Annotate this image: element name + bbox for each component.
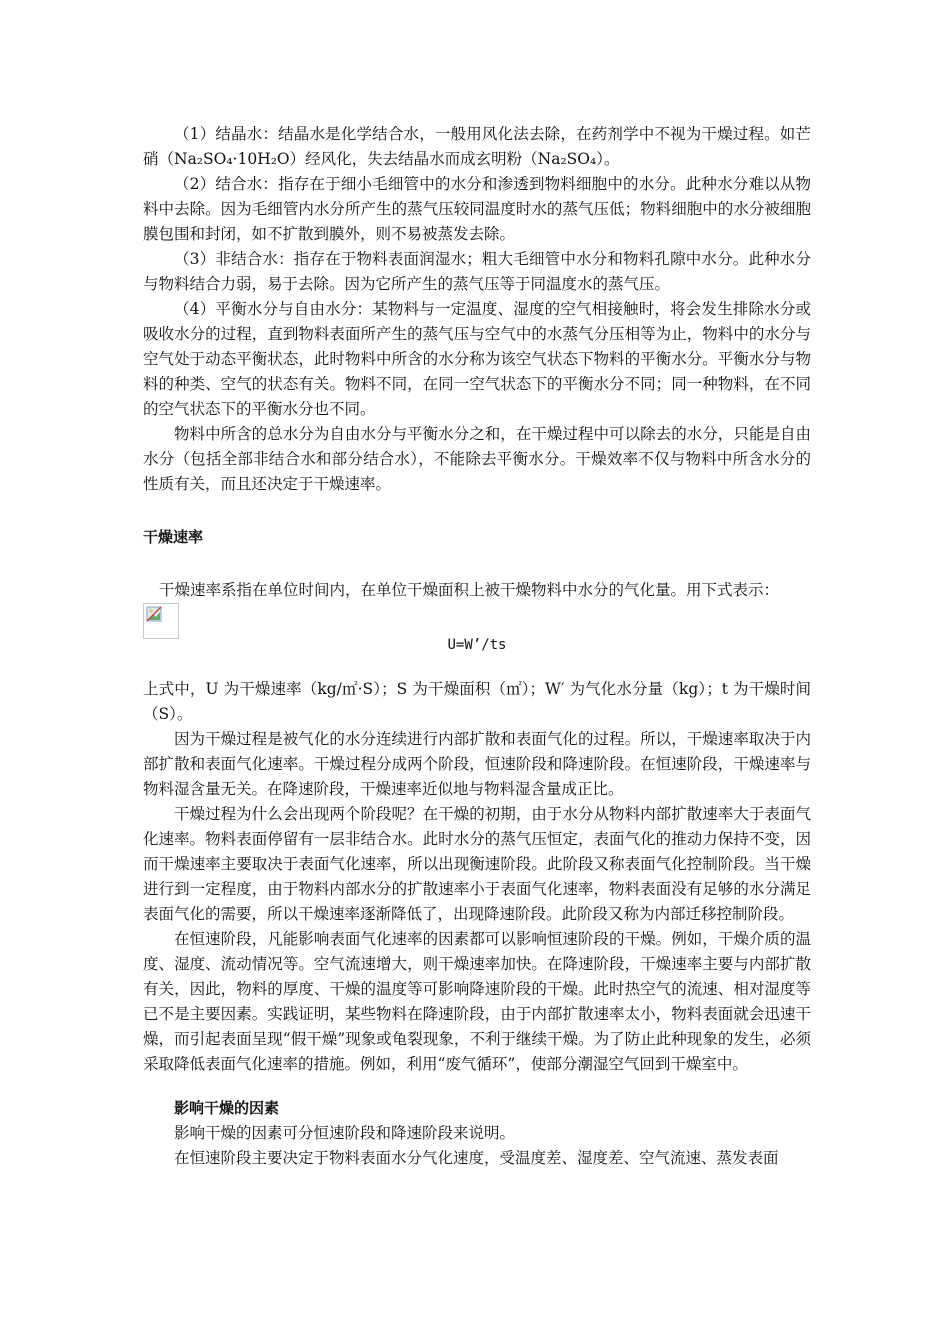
spacer	[143, 658, 811, 677]
paragraph-bound-water: （2）结合水：指存在于细小毛细管中的水分和渗透到物料细胞中的水分。此种水分难以从物料中去除。因为毛细管内水分所产生的蒸气压较同温度时水的蒸气压低；物料细胞中的水分被细胞膜包围和封闭，如不扩散到膜外，则不易被蒸发去除。	[143, 175, 811, 243]
paragraph-crystal-water: （1）结晶水：结晶水是化学结合水，一般用风化法去除，在药剂学中不视为干燥过程。如芒硝（Na₂SO₄·10H₂O）经风化，失去结晶水而成玄明粉（Na₂SO₄）。	[143, 125, 811, 168]
paragraph-constant-rate-stage: 在恒速阶段，凡能影响表面气化速率的因素都可以影响恒速阶段的干燥。例如，干燥介质的温度、湿度、流动情况等。空气流速增大，则干燥速率加快。在降速阶段，干燥速率主要与内部扩散有关，因此，物料的厚度、干燥的温度等可影响降速阶段的干燥。此时热空气的流速、相对湿度等已不是主要因素。实践证明，某些物料在降速阶段，由于内部扩散速率太小，物料表面就会迅速干燥，而引起表面呈现“假干燥”现象或龟裂现象，不利于继续干燥。为了防止此种现象的发生，必须采取降低表面气化速率的措施。例如，利用“废气循环”，使部分潮湿空气回到干燥室中。	[143, 930, 811, 1073]
heading-drying-rate: 干燥速率	[143, 528, 204, 546]
heading-drying-factors: 影响干燥的因素	[174, 1099, 280, 1117]
broken-image-glyph	[145, 605, 177, 637]
paragraph-formula-explanation: 上式中，U 为干燥速率（kg/㎡·S）；S 为干燥面积（㎡）；W′ 为气化水分量（kg）；t 为干燥时间（S）。	[143, 680, 811, 723]
paragraph-two-stages: 干燥过程为什么会出现两个阶段呢？在干燥的初期，由于水分从物料内部扩散速率大于表面气化速率。物料表面停留有一层非结合水。此时水分的蒸气压恒定，表面气化的推动力保持不变，因而干燥速率主要取决于表面气化速率，所以出现衡速阶段。此阶段又称表面气化控制阶段。当干燥进行到一定程度，由于物料内部水分的扩散速率小于表面气化速率，物料表面没有足够的水分满足表面气化的需要，所以干燥速率逐渐降低了，出现降速阶段。此阶段又称为内部迁移控制阶段。	[143, 805, 811, 923]
document-body	[143, 122, 811, 1171]
paragraph-constant-stage-factors: 在恒速阶段主要决定于物料表面水分气化速度，受温度差、湿度差、空气流速、蒸发表面	[174, 1149, 779, 1167]
paragraph-total-water: 物料中所含的总水分为自由水分与平衡水分之和，在干燥过程中可以除去的水分，只能是自由水分（包括全部非结合水和部分结合水），不能除去平衡水分。干燥效率不仅与物料中所含水分的性质有关，而且还决定于干燥速率。	[143, 425, 811, 493]
spacer	[143, 1077, 811, 1096]
paragraph-equilibrium-water: （4）平衡水分与自由水分：某物料与一定温度、湿度的空气相接触时，将会发生排除水分或吸收水分的过程，直到物料表面所产生的蒸气压与空气中的水蒸气分压相等为止，物料中的水分与空气处于动态平衡状态，此时物料中所含的水分称为该空气状态下物料的平衡水分。平衡水分与物料的种类、空气的状态有关。物料不同，在同一空气状态下的平衡水分不同；同一种物料，在不同的空气状态下的平衡水分也不同。	[143, 300, 811, 418]
spacer	[143, 497, 811, 525]
paragraph-drying-rate-intro: 干燥速率系指在单位时间内，在单位干燥面积上被干燥物料中水分的气化量。用下式表示：	[159, 581, 780, 599]
paragraph-unbound-water: （3）非结合水：指存在于物料表面润湿水；粗大毛细管中水分和物料孔隙中水分。此种水分与物料结合力弱，易于去除。因为它所产生的蒸气压等于同温度水的蒸气压。	[143, 250, 811, 293]
broken-image-icon	[143, 603, 179, 639]
paragraph-drying-process: 因为干燥过程是被气化的水分连续进行内部扩散和表面气化的过程。所以，干燥速率取决于内部扩散和表面气化速率。干燥过程分成两个阶段，恒速阶段和降速阶段。在恒速阶段，干燥速率与物料湿含量无关。在降速阶段，干燥速率近似地与物料湿含量成正比。	[143, 730, 811, 798]
formula-drying-rate: U=W’/ts	[447, 637, 507, 653]
spacer	[143, 550, 811, 578]
paragraph-factors-intro: 影响干燥的因素可分恒速阶段和降速阶段来说明。	[174, 1124, 516, 1142]
